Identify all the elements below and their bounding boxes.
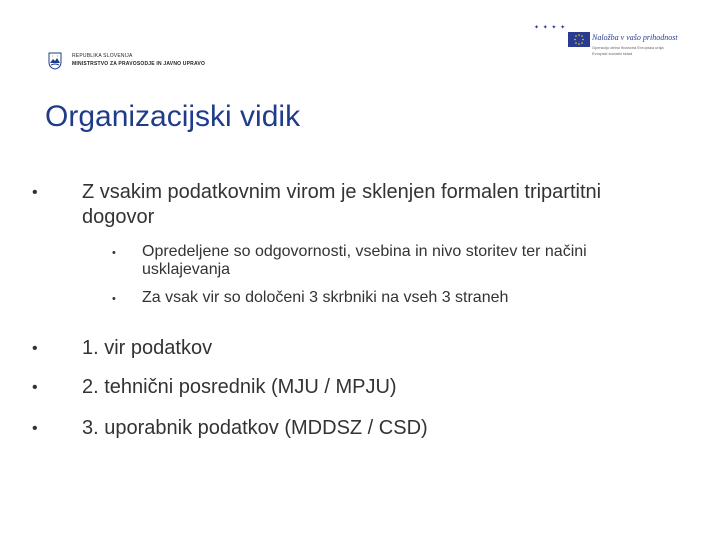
- bullet-text: 1. vir podatkov: [82, 337, 213, 359]
- slide-title: Organizacijski vidik: [45, 100, 301, 133]
- sub-bullet-text: Za vsak vir so določeni 3 skrbniki na vseh 3 straneh: [142, 289, 509, 306]
- ministry-logo: [48, 52, 205, 70]
- ministry-line1: REPUBLIKA SLOVENIJA: [72, 53, 133, 59]
- bullet-text: 3. uporabnik podatkov (MDDSZ / CSD): [82, 417, 428, 439]
- bullet-text: 2. tehnični posrednik (MJU / MPJU): [82, 376, 397, 398]
- bullet-icon: •: [32, 184, 38, 201]
- ministry-name: [72, 52, 205, 68]
- eu-subtext-line1: Operacijo delno financira Evropska unija: [592, 45, 664, 50]
- stars-trail-icon: ✦ ✦ ✦ ✦: [534, 25, 567, 31]
- eu-subtext: [592, 45, 664, 57]
- sub-bullet-text: Opredeljene so odgovornosti, vsebina in nivo storitev ter načini usklajevanja: [142, 243, 587, 278]
- bullet-text: Z vsakim podatkovnim virom je sklenjen formalen tripartitni dogovor: [82, 181, 602, 228]
- eu-flag-icon: [568, 32, 590, 47]
- sub-bullet-icon: •: [112, 293, 116, 305]
- bullet-icon: •: [32, 340, 38, 357]
- eu-motto: Naložba v vašo prihodnost: [592, 33, 678, 42]
- eu-subtext-line2: Evropski socialni sklad: [592, 51, 633, 56]
- bullet-icon: •: [32, 420, 38, 437]
- ministry-line2: MINISTRSTVO ZA PRAVOSODJE IN JAVNO UPRAVO: [72, 61, 206, 67]
- sub-bullet-icon: •: [112, 247, 116, 259]
- eu-logo: [534, 20, 694, 70]
- slovenia-crest-icon: [48, 52, 62, 70]
- bullet-icon: •: [32, 379, 38, 396]
